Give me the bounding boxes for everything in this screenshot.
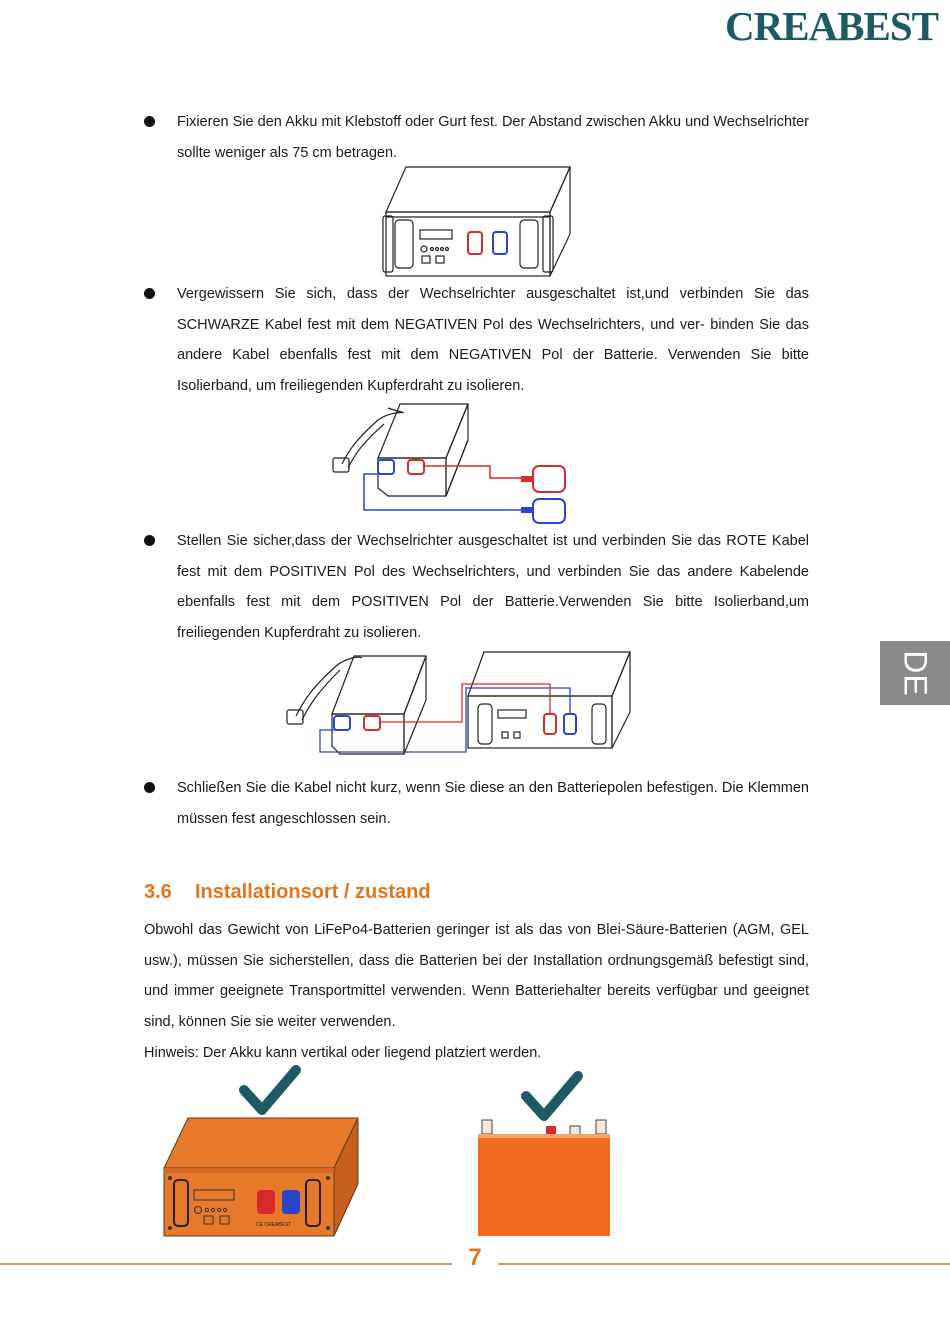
bullet-text: Schließen Sie die Kabel nicht kurz, wenn Sie diese an den Batteriepolen befestigen. Die Klemmen müssen fest angeschlossen sein.: [177, 780, 809, 827]
section-heading: [144, 881, 431, 904]
bullet-dot-icon: [144, 116, 155, 127]
section-number: 3.6: [144, 881, 172, 903]
section-note: Hinweis: Der Akku kann vertikal oder liegend platziert werden.: [144, 1045, 542, 1061]
battery-vertical-illustration: [474, 1114, 614, 1240]
negative-cable-diagram: [328, 398, 574, 530]
bullet-text: Stellen Sie sicher,dass der Wechselrichter ausgeschaltet ist und verbinden Sie das ROTE Kabel fest mit dem POSITIVEN Pol des Wechselrichters, und verbinden Sie das andere Kabelende ebenfalls fest mit dem POSITIVEN Pol der Batterie.Verwenden Sie bitte Isolierband,um freiliegenden Kupferdraht zu isolieren.: [177, 533, 809, 642]
section-paragraph: Obwohl das Gewicht von LiFePo4-Batterien geringer ist als das von Blei-Säure-Batterien (AGM, GEL usw.), müssen Sie sicherstellen, dass die Batterien bei der Installation ordnungsgemäß befestigt sind, und immer geeignete Transportmittel verwenden. Wenn Batteriehalter bereits verfügbar und geeignet sind, können Sie sie weiter verwenden.: [144, 922, 809, 1031]
bullet-dot-icon: [144, 535, 155, 546]
bullet-item: [144, 107, 809, 168]
brand-logo: CREABEST: [724, 3, 938, 49]
battery-line-drawing: [380, 164, 576, 280]
battery-brand-label: CE CREABEST: [256, 1222, 292, 1228]
bullet-item: [144, 773, 809, 834]
bullet-dot-icon: [144, 288, 155, 299]
language-tab-label: DE: [897, 649, 934, 697]
page-number: 7: [468, 1244, 482, 1271]
bullet-item: [144, 279, 809, 402]
language-tab: [880, 641, 950, 705]
section-title: Installationsort / zustand: [195, 881, 431, 903]
bullet-dot-icon: [144, 782, 155, 793]
checkmark-icon: [238, 1064, 302, 1120]
positive-cable-diagram: [282, 648, 634, 760]
bullet-item: [144, 526, 809, 649]
battery-horizontal-illustration: [160, 1114, 362, 1240]
bullet-text: Fixieren Sie den Akku mit Klebstoff oder Gurt fest. Der Abstand zwischen Akku und Wechselrichter sollte weniger als 75 cm betragen.: [177, 114, 809, 161]
bullet-text: Vergewissern Sie sich, dass der Wechselrichter ausgeschaltet ist,und verbinden Sie das SCHWARZE Kabel fest mit dem NEGATIVEN Pol des Wechselrichters, und ver- binden Sie das andere Kabel ebenfalls fest mit dem NEGATIVEN Pol der Batterie. Verwenden Sie bitte Isolierband, um freiliegenden Kupferdraht zu isolieren.: [177, 286, 809, 395]
